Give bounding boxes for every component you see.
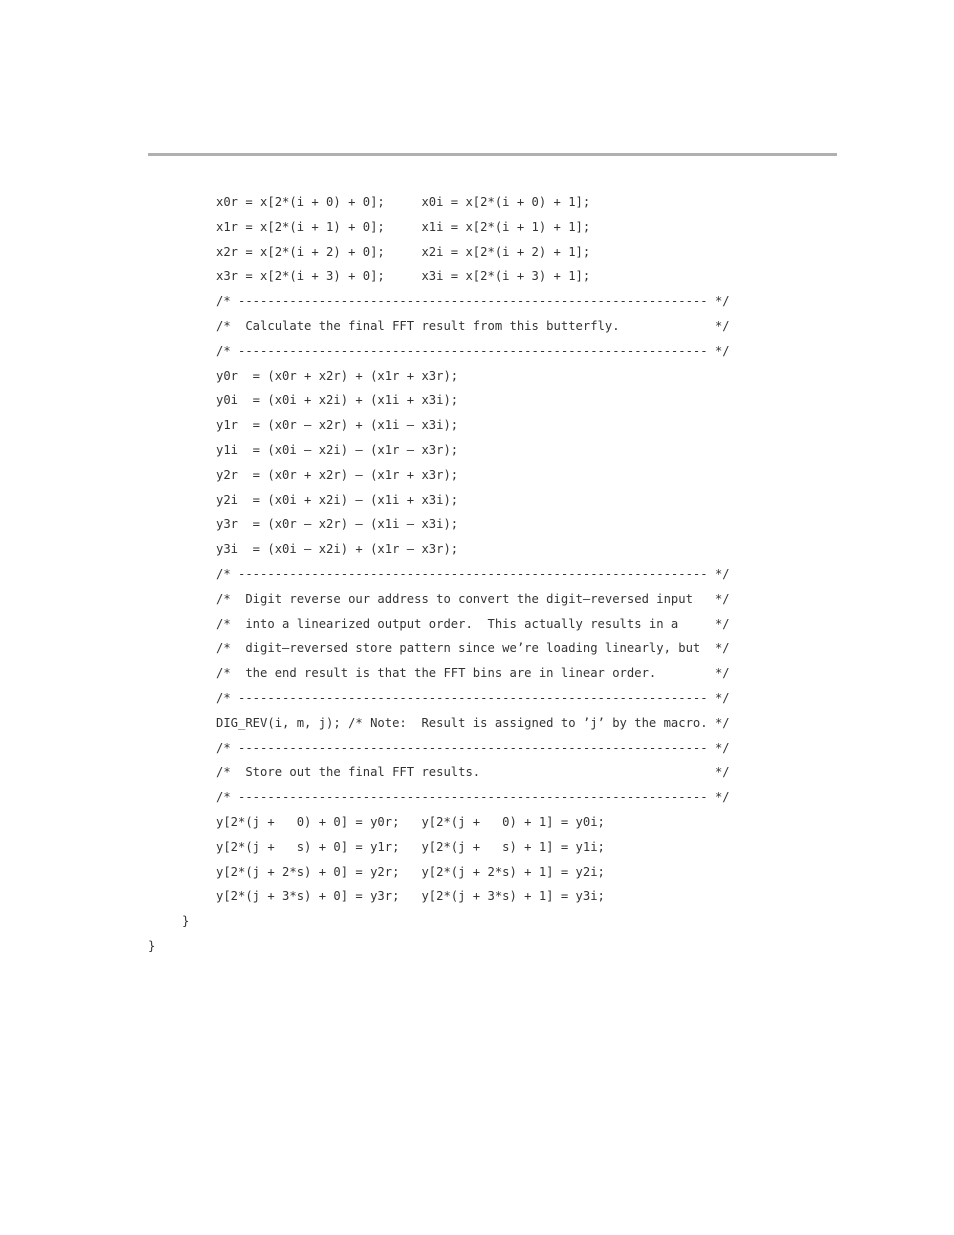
code-line: x2r = x[2*(i + 2) + 0]; x2i = x[2*(i + 2) + 1]; bbox=[216, 244, 591, 259]
code-line: /* Digit reverse our address to convert the digit–reversed input */ bbox=[216, 591, 730, 606]
code-line: y3r = (x0r – x2r) – (x1i – x3i); bbox=[216, 517, 459, 532]
code-line: /* digit–reversed store pattern since we’re loading linearly, but */ bbox=[216, 641, 730, 656]
code-line: } bbox=[182, 914, 190, 929]
code-line: x3r = x[2*(i + 3) + 0]; x3i = x[2*(i + 3) + 1]; bbox=[216, 269, 591, 284]
code-line: DIG_REV(i, m, j); /* Note: Result is assigned to ’j’ by the macro. */ bbox=[216, 715, 730, 730]
code-line: /* ---------------------------------------------------------------- */ bbox=[216, 343, 730, 358]
code-line: y1r = (x0r – x2r) + (x1i – x3i); bbox=[216, 418, 459, 433]
code-line: y[2*(j + s) + 0] = y1r; y[2*(j + s) + 1] = y1i; bbox=[216, 839, 605, 854]
code-line: y1i = (x0i – x2i) – (x1r – x3r); bbox=[216, 442, 459, 457]
code-line: y0r = (x0r + x2r) + (x1r + x3r); bbox=[216, 368, 459, 383]
code-line: y0i = (x0i + x2i) + (x1i + x3i); bbox=[216, 393, 459, 408]
code-line: /* ---------------------------------------------------------------- */ bbox=[216, 566, 730, 581]
code-line: y2r = (x0r + x2r) – (x1r + x3r); bbox=[216, 467, 459, 482]
code-line: /* ---------------------------------------------------------------- */ bbox=[216, 690, 730, 705]
code-line: /* the end result is that the FFT bins are in linear order. */ bbox=[216, 666, 730, 681]
code-listing bbox=[0, 190, 954, 959]
code-line: y[2*(j + 2*s) + 0] = y2r; y[2*(j + 2*s) + 1] = y2i; bbox=[216, 864, 605, 879]
code-line: /* ---------------------------------------------------------------- */ bbox=[216, 790, 730, 805]
code-line: y2i = (x0i + x2i) – (x1i + x3i); bbox=[216, 492, 459, 507]
code-line: x1r = x[2*(i + 1) + 0]; x1i = x[2*(i + 1) + 1]; bbox=[216, 219, 591, 234]
code-line: /* Calculate the final FFT result from this butterfly. */ bbox=[216, 318, 730, 333]
code-line: x0r = x[2*(i + 0) + 0]; x0i = x[2*(i + 0) + 1]; bbox=[216, 195, 591, 209]
code-line: /* Store out the final FFT results. */ bbox=[216, 765, 730, 780]
code-line: } bbox=[148, 938, 156, 953]
header-rule bbox=[148, 153, 837, 156]
code-line: y[2*(j + 3*s) + 0] = y3r; y[2*(j + 3*s) + 1] = y3i; bbox=[216, 889, 605, 904]
code-line: /* ---------------------------------------------------------------- */ bbox=[216, 294, 730, 309]
code-line: y[2*(j + 0) + 0] = y0r; y[2*(j + 0) + 1] = y0i; bbox=[216, 814, 605, 829]
code-line: y3i = (x0i – x2i) + (x1r – x3r); bbox=[216, 542, 459, 557]
code-line: /* into a linearized output order. This actually results in a */ bbox=[216, 616, 730, 631]
code-line: /* ---------------------------------------------------------------- */ bbox=[216, 740, 730, 755]
